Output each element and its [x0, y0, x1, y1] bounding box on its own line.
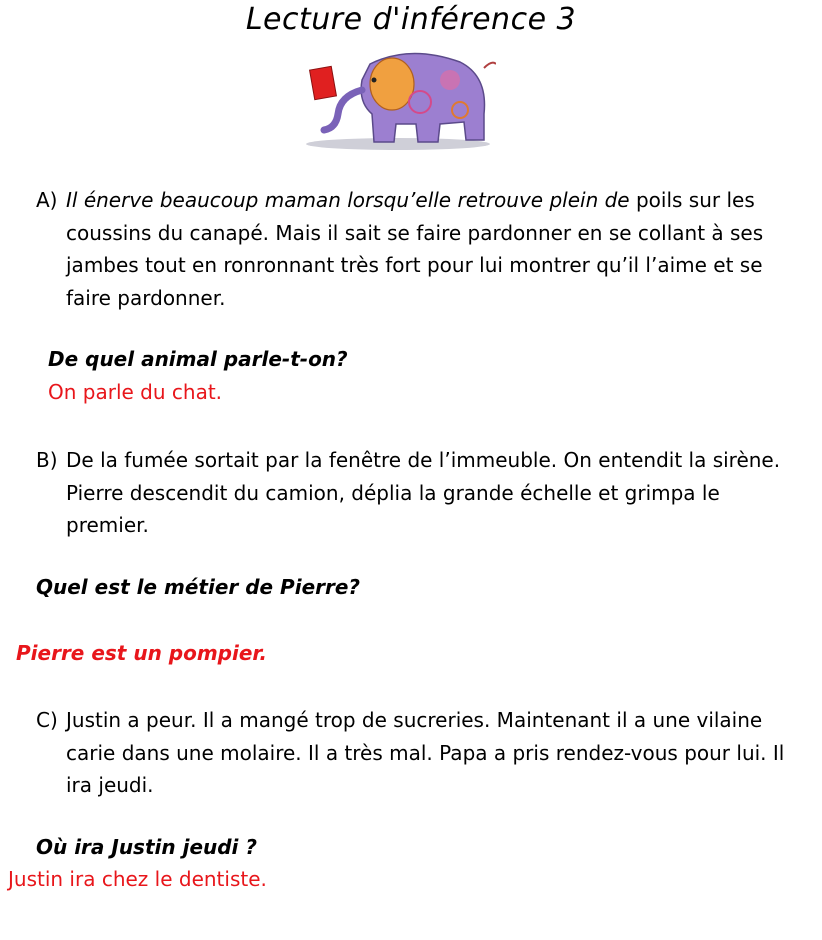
- answer-a: On parle du chat.: [48, 380, 223, 404]
- elephant-reading-icon: [300, 44, 496, 152]
- paragraph-text: Justin a peur. Il a mangé trop de sucreries. Maintenant il a une vilaine carie dans une molaire. Il a très mal. Papa a pris rendez-vous pour lui. Il ira jeudi.: [66, 708, 785, 797]
- paragraph-text: poils sur les coussins du canapé. Mais il sait se faire pardonner en se collant à ses jambes tout en ronronnant très fort pour lui montrer qu’il l’aime et se faire pardonner.: [66, 188, 764, 310]
- section-label: A): [36, 188, 58, 212]
- paragraph-a: [36, 184, 796, 314]
- paragraph-text: De la fumée sortait par la fenêtre de l’immeuble. On entendit la sirène. Pierre descendit du camion, déplia la grande échelle et grimpa le premier.: [66, 448, 781, 537]
- answer-c: Justin ira chez le dentiste.: [8, 867, 267, 891]
- paragraph-c: [36, 704, 796, 802]
- section-label: C): [36, 708, 58, 732]
- answer-b: Pierre est un pompier.: [16, 641, 268, 665]
- section-label: B): [36, 448, 58, 472]
- page-title: Lecture d'inférence 3: [245, 2, 577, 37]
- question-a: De quel animal parle-t-on?: [48, 347, 348, 371]
- question-c: Où ira Justin jeudi ?: [36, 835, 257, 859]
- paragraph-b: [36, 444, 796, 542]
- question-b: Quel est le métier de Pierre?: [36, 575, 361, 599]
- paragraph-text-italic: Il énerve beaucoup maman lorsqu’elle retrouve plein de: [66, 188, 636, 212]
